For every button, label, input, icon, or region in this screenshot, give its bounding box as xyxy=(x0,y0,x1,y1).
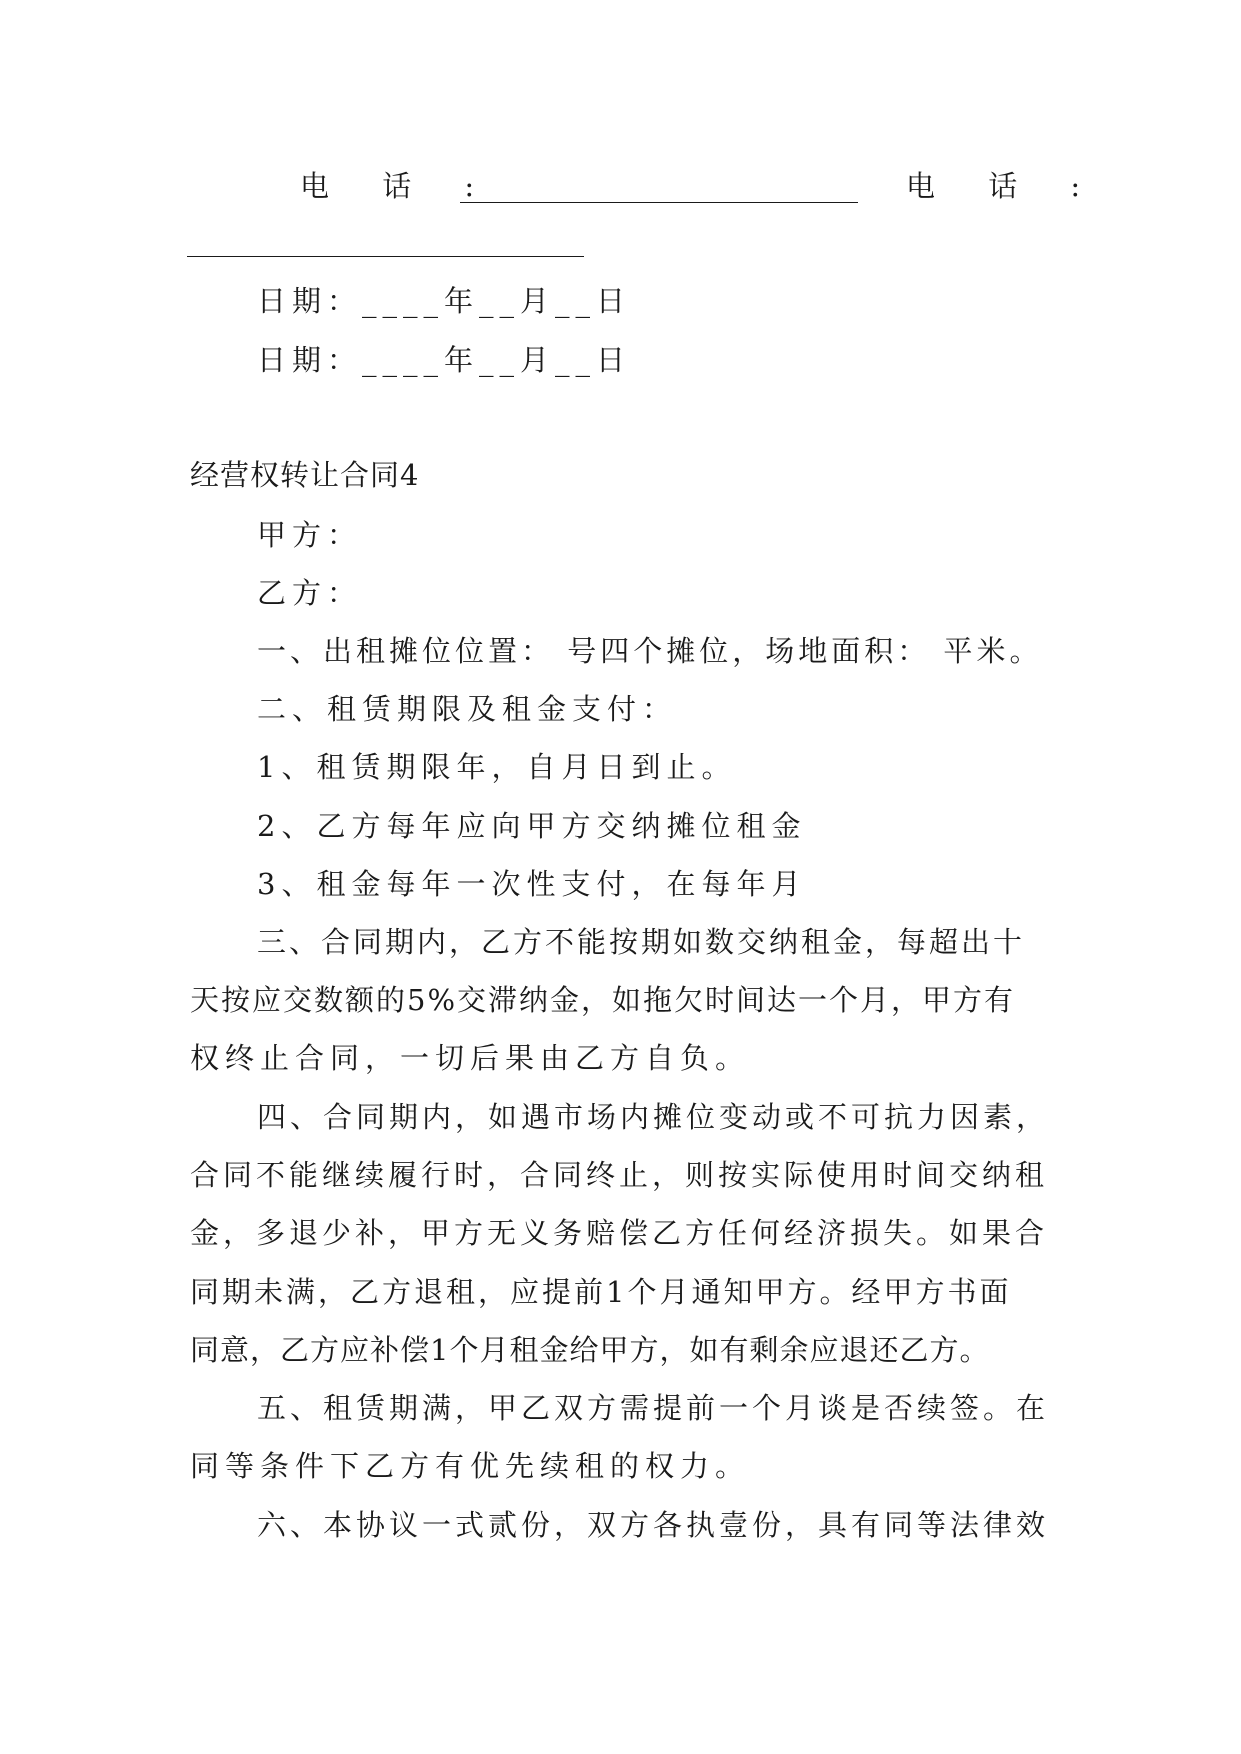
clause-4-line-4: 同期未满，乙方退租，应提前1个月通知甲方。经甲方书面 xyxy=(190,1275,1012,1309)
phone-label-left: 电 话 : xyxy=(300,169,497,203)
party-b-label: 乙方： xyxy=(257,576,363,610)
clause-4-line-5: 同意，乙方应补偿1个月租金给甲方，如有剩余应退还乙方。 xyxy=(190,1333,990,1367)
clause-3-line-3: 权终止合同，一切后果由乙方自负。 xyxy=(190,1041,751,1075)
phone-blank-right xyxy=(187,256,584,257)
clause-1: 一、出租摊位位置： 号四个摊位，场地面积： 平米。 xyxy=(257,634,1043,668)
clause-5-line-2: 同等条件下乙方有优先续租的权力。 xyxy=(190,1449,751,1483)
date-line-2: 日期：____年__月__日 xyxy=(257,343,632,377)
clause-3-line-2: 天按应交数额的5%交滞纳金，如拖欠时间达一个月，甲方有 xyxy=(190,983,1016,1017)
clause-4-line-1: 四、合同期内，如遇市场内摊位变动或不可抗力因素， xyxy=(257,1100,1050,1134)
phone-label-right: 电 话 : xyxy=(906,169,1103,203)
clause-4-line-3: 金，多退少补，甲方无义务赔偿乙方任何经济损失。如果合 xyxy=(190,1216,1049,1250)
clause-2-2: 2、乙方每年应向甲方交纳摊位租金 xyxy=(257,809,807,843)
clause-2-1: 1、租赁期限年，自月日到止。 xyxy=(257,750,737,784)
contract-title: 经营权转让合同4 xyxy=(190,458,420,492)
clause-5-line-1: 五、租赁期满，甲乙双方需提前一个月谈是否续签。在 xyxy=(257,1391,1050,1425)
phone-blank-left xyxy=(460,202,858,203)
date-line-1: 日期：____年__月__日 xyxy=(257,284,632,318)
clause-6-line-1: 六、本协议一式贰份，双方各执壹份，具有同等法律效 xyxy=(257,1508,1050,1542)
clause-3-line-1: 三、合同期内，乙方不能按期如数交纳租金，每超出十 xyxy=(257,925,1026,959)
clause-4-line-2: 合同不能继续履行时，合同终止，则按实际使用时间交纳租 xyxy=(190,1158,1049,1192)
party-a-label: 甲方： xyxy=(257,518,363,552)
clause-2-3: 3、租金每年一次性支付，在每年月 xyxy=(257,867,807,901)
clause-2: 二、租赁期限及租金支付： xyxy=(257,692,678,726)
